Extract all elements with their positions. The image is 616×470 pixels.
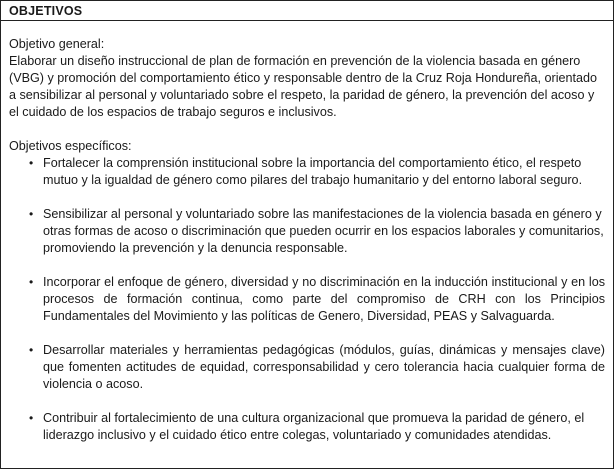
list-item (9, 410, 605, 444)
bullet-icon: • (29, 207, 34, 221)
list-item (9, 342, 605, 393)
bullet-icon: • (29, 343, 34, 357)
spacer (9, 121, 605, 138)
list-item-text: Fortalecer la comprensión institucional sobre la importancia del comportamiento ético, el respeto mutuo y la igualdad de género como pilares del trabajo humanitario y del entorno laboral seguro. (43, 156, 583, 187)
general-objective-text: Elaborar un diseño instruccional de plan de formación en prevención de la violencia basada en género (VBG) y promoción del comportamiento ético y responsable dentro de la Cruz Roja Hondureña, orientado a sensibilizar al personal y voluntariado sobre el respeto, la paridad de género, la prevención del acoso y el cuidado de los espacios de trabajo seguros e inclusivos. (9, 54, 598, 119)
objectives-body (1, 36, 613, 444)
bullet-icon: • (29, 156, 34, 170)
list-item-text: Incorporar el enfoque de género, diversidad y no discriminación en la inducción institucional y en los procesos de formación continua, como parte del compromiso de CRH con los Principios Fundamentales del Movimiento y las políticas de Genero, Diversidad, PEAS y Salvaguarda. (43, 275, 605, 323)
list-item (9, 206, 605, 257)
list-item-text: Desarrollar materiales y herramientas pedagógicas (módulos, guías, dinámicas y mensajes clave) que fomenten actitudes de equidad, corresponsabilidad y cero tolerancia hacia cualquier forma de violencia o acoso. (43, 343, 605, 391)
bullet-icon: • (29, 275, 34, 289)
list-item-text: Sensibilizar al personal y voluntariado sobre las manifestaciones de la violencia basada en género y otras formas de acoso o discriminación que pueden ocurrir en los espacios laborales y comunitarios, promoviendo la prevención y la denuncia responsable. (43, 207, 604, 255)
section-title: OBJETIVOS (1, 1, 613, 21)
list-item-text: Contribuir al fortalecimiento de una cultura organizacional que promueva la paridad de género, el liderazgo inclusivo y el cuidado ético entre colegas, voluntariado y comunidades atendidas. (43, 411, 585, 442)
specific-objectives-list (9, 155, 605, 444)
general-objective-label: Objetivo general: (9, 37, 105, 51)
bullet-icon: • (29, 411, 34, 425)
list-item (9, 274, 605, 325)
list-item (9, 155, 605, 189)
specific-objectives-label: Objetivos específicos: (9, 139, 132, 153)
